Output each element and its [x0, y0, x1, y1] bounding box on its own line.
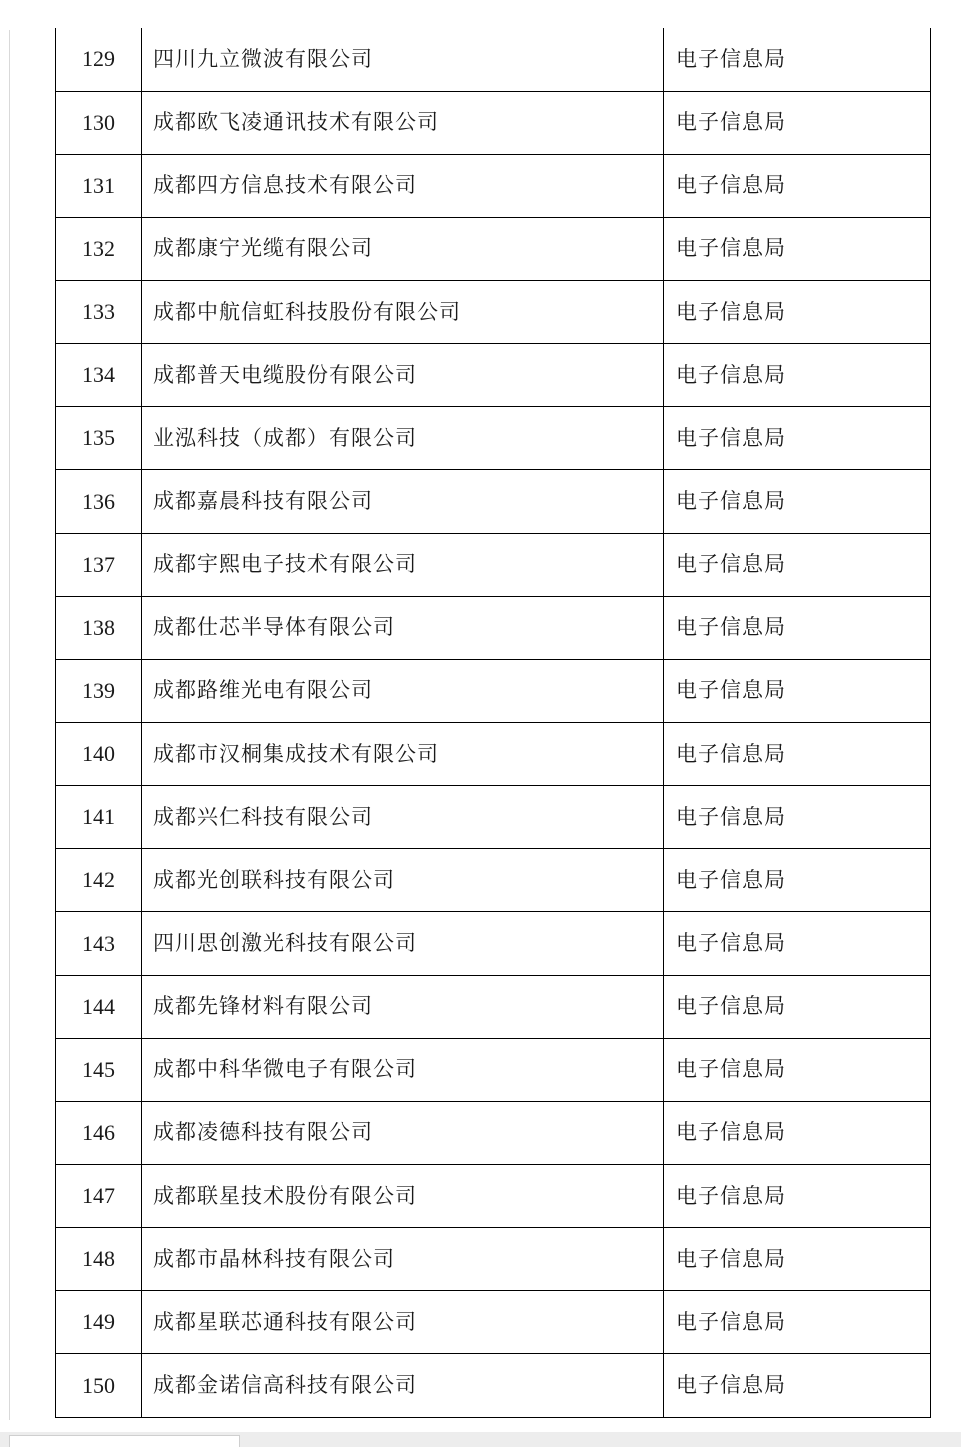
company-name: 成都光创联科技有限公司	[142, 849, 664, 912]
row-number: 141	[56, 786, 142, 849]
row-number: 134	[56, 344, 142, 407]
row-number: 129	[56, 28, 142, 91]
company-name: 成都凌德科技有限公司	[142, 1101, 664, 1164]
table-row	[56, 407, 931, 470]
row-number: 144	[56, 975, 142, 1038]
department-name: 电子信息局	[664, 1354, 931, 1417]
department-name: 电子信息局	[664, 975, 931, 1038]
department-name: 电子信息局	[664, 1228, 931, 1291]
row-number: 130	[56, 91, 142, 154]
table-row	[56, 281, 931, 344]
row-number: 147	[56, 1165, 142, 1228]
table-body	[56, 28, 931, 1417]
company-name: 四川思创激光科技有限公司	[142, 912, 664, 975]
table-row	[56, 28, 931, 91]
company-name: 成都金诺信高科技有限公司	[142, 1354, 664, 1417]
department-name: 电子信息局	[664, 344, 931, 407]
table-row	[56, 912, 931, 975]
row-number: 145	[56, 1038, 142, 1101]
table-row	[56, 1354, 931, 1417]
table-row	[56, 470, 931, 533]
company-name: 成都康宁光缆有限公司	[142, 217, 664, 280]
table-row	[56, 659, 931, 722]
department-name: 电子信息局	[664, 533, 931, 596]
department-name: 电子信息局	[664, 1038, 931, 1101]
row-number: 148	[56, 1228, 142, 1291]
department-name: 电子信息局	[664, 281, 931, 344]
row-number: 146	[56, 1101, 142, 1164]
page-left-edge	[9, 30, 10, 1420]
row-number: 143	[56, 912, 142, 975]
company-list-table	[55, 28, 931, 1418]
table-row	[56, 1101, 931, 1164]
company-name: 成都市晶林科技有限公司	[142, 1228, 664, 1291]
row-number: 139	[56, 659, 142, 722]
row-number: 150	[56, 1354, 142, 1417]
department-name: 电子信息局	[664, 1291, 931, 1354]
table-row	[56, 849, 931, 912]
department-name: 电子信息局	[664, 723, 931, 786]
department-name: 电子信息局	[664, 28, 931, 91]
table-row	[56, 1228, 931, 1291]
row-number: 137	[56, 533, 142, 596]
department-name: 电子信息局	[664, 470, 931, 533]
department-name: 电子信息局	[664, 912, 931, 975]
row-number: 135	[56, 407, 142, 470]
table-row	[56, 723, 931, 786]
row-number: 142	[56, 849, 142, 912]
horizontal-scrollbar-thumb[interactable]	[9, 1435, 240, 1447]
department-name: 电子信息局	[664, 786, 931, 849]
row-number: 136	[56, 470, 142, 533]
company-name: 成都先锋材料有限公司	[142, 975, 664, 1038]
department-name: 电子信息局	[664, 217, 931, 280]
table-row	[56, 154, 931, 217]
row-number: 140	[56, 723, 142, 786]
department-name: 电子信息局	[664, 596, 931, 659]
company-name: 成都宇熙电子技术有限公司	[142, 533, 664, 596]
company-name: 业泓科技（成都）有限公司	[142, 407, 664, 470]
company-name: 成都仕芯半导体有限公司	[142, 596, 664, 659]
table-row	[56, 596, 931, 659]
table-row	[56, 533, 931, 596]
company-name: 成都星联芯通科技有限公司	[142, 1291, 664, 1354]
company-name: 成都中航信虹科技股份有限公司	[142, 281, 664, 344]
row-number: 149	[56, 1291, 142, 1354]
company-name: 成都普天电缆股份有限公司	[142, 344, 664, 407]
company-name: 四川九立微波有限公司	[142, 28, 664, 91]
table-row	[56, 975, 931, 1038]
table-row	[56, 344, 931, 407]
table-row	[56, 1165, 931, 1228]
department-name: 电子信息局	[664, 91, 931, 154]
company-name: 成都中科华微电子有限公司	[142, 1038, 664, 1101]
company-name: 成都市汉桐集成技术有限公司	[142, 723, 664, 786]
company-name: 成都四方信息技术有限公司	[142, 154, 664, 217]
table-row	[56, 1038, 931, 1101]
department-name: 电子信息局	[664, 849, 931, 912]
department-name: 电子信息局	[664, 154, 931, 217]
table-row	[56, 1291, 931, 1354]
department-name: 电子信息局	[664, 1101, 931, 1164]
company-name: 成都路维光电有限公司	[142, 659, 664, 722]
department-name: 电子信息局	[664, 1165, 931, 1228]
row-number: 132	[56, 217, 142, 280]
table-row	[56, 786, 931, 849]
company-name: 成都兴仁科技有限公司	[142, 786, 664, 849]
company-name: 成都联星技术股份有限公司	[142, 1165, 664, 1228]
company-name: 成都嘉晨科技有限公司	[142, 470, 664, 533]
company-name: 成都欧飞凌通讯技术有限公司	[142, 91, 664, 154]
department-name: 电子信息局	[664, 407, 931, 470]
department-name: 电子信息局	[664, 659, 931, 722]
row-number: 133	[56, 281, 142, 344]
row-number: 138	[56, 596, 142, 659]
row-number: 131	[56, 154, 142, 217]
table-row	[56, 91, 931, 154]
table-row	[56, 217, 931, 280]
